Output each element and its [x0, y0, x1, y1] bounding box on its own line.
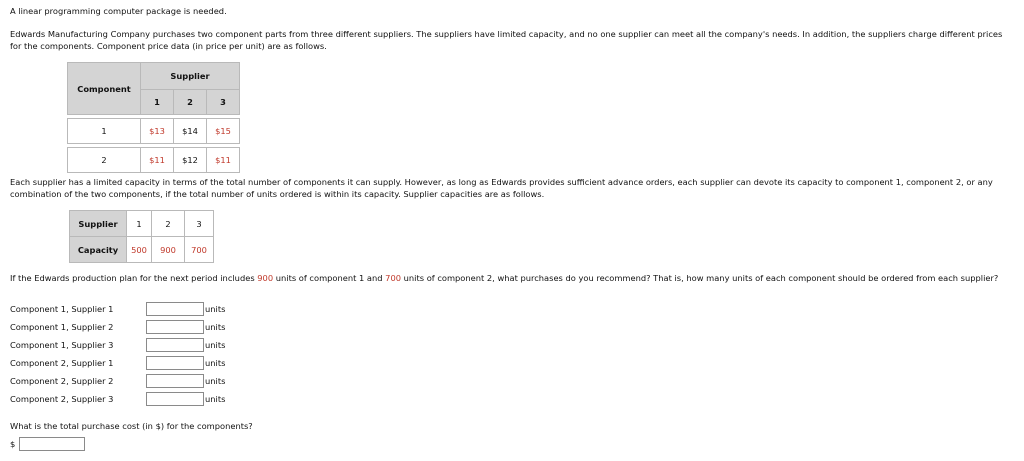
answer-input-c1-s1[interactable]: [146, 302, 204, 316]
answer-label: Component 2, Supplier 2: [10, 376, 114, 386]
question-text: If the Edwards production plan for the next period includes 900 units of component 1 and 700 units of component 2, what purchases do you recommend? That is, how many units of each component should be ordered from each supplier?: [10, 273, 999, 283]
dollar-prefix: $: [10, 439, 16, 449]
units-label: units: [205, 322, 226, 332]
price-cell: $12: [174, 148, 207, 173]
problem-text: Edwards Manufacturing Company purchases two component parts from three different suppliers. The suppliers have limited capacity, and no one supplier can meet all the company's needs. In addition, the suppliers charge different prices for the components. Component price data (in price per unit) are as follows.: [10, 29, 1003, 51]
answer-label: Component 2, Supplier 1: [10, 358, 114, 368]
component-label: 1: [68, 119, 141, 144]
answer-label: Component 1, Supplier 3: [10, 340, 114, 350]
price-cell: $13: [141, 119, 174, 144]
units-component-1: 900: [257, 273, 274, 283]
capacity-value: 700: [185, 237, 214, 263]
units-label: units: [205, 358, 226, 368]
cost-question: What is the total purchase cost (in $) for the components?: [10, 421, 253, 431]
price-table: [67, 62, 240, 173]
answer-input-c2-s2[interactable]: [146, 374, 204, 388]
supplier-row-label: Supplier: [70, 211, 127, 237]
component-header: Component: [68, 63, 141, 115]
units-label: units: [205, 340, 226, 350]
answer-input-c2-s3[interactable]: [146, 392, 204, 406]
capacity-value: 500: [127, 237, 152, 263]
answer-label: Component 1, Supplier 2: [10, 322, 114, 332]
component-label: 2: [68, 148, 141, 173]
supplier-number: 2: [174, 90, 207, 115]
supplier-number: 3: [185, 211, 214, 237]
intro-text: A linear programming computer package is needed.: [10, 6, 227, 16]
answer-label: Component 1, Supplier 1: [10, 304, 114, 314]
price-cell: $11: [141, 148, 174, 173]
supplier-number: 3: [207, 90, 240, 115]
supplier-number: 2: [152, 211, 185, 237]
units-component-2: 700: [385, 273, 402, 283]
total-cost-input[interactable]: [19, 437, 85, 451]
price-cell: $15: [207, 119, 240, 144]
capacity-row-label: Capacity: [70, 237, 127, 263]
supplier-header: Supplier: [141, 63, 240, 90]
units-label: units: [205, 304, 226, 314]
supplier-number: 1: [127, 211, 152, 237]
answer-label: Component 2, Supplier 3: [10, 394, 114, 404]
price-cell: $11: [207, 148, 240, 173]
price-cell: $14: [174, 119, 207, 144]
supplier-number: 1: [141, 90, 174, 115]
capacity-table: [69, 210, 214, 263]
units-label: units: [205, 376, 226, 386]
answer-input-c1-s2[interactable]: [146, 320, 204, 334]
answer-input-c2-s1[interactable]: [146, 356, 204, 370]
units-label: units: [205, 394, 226, 404]
capacity-text: Each supplier has a limited capacity in terms of the total number of components it can supply. However, as long as Edwards provides sufficient advance orders, each supplier can devote its capacity to component 1, component 2, or any combination of the two components, if the total number of units ordered is within its capacity. Supplier capacities are as follows.: [10, 177, 993, 199]
answer-input-c1-s3[interactable]: [146, 338, 204, 352]
capacity-value: 900: [152, 237, 185, 263]
